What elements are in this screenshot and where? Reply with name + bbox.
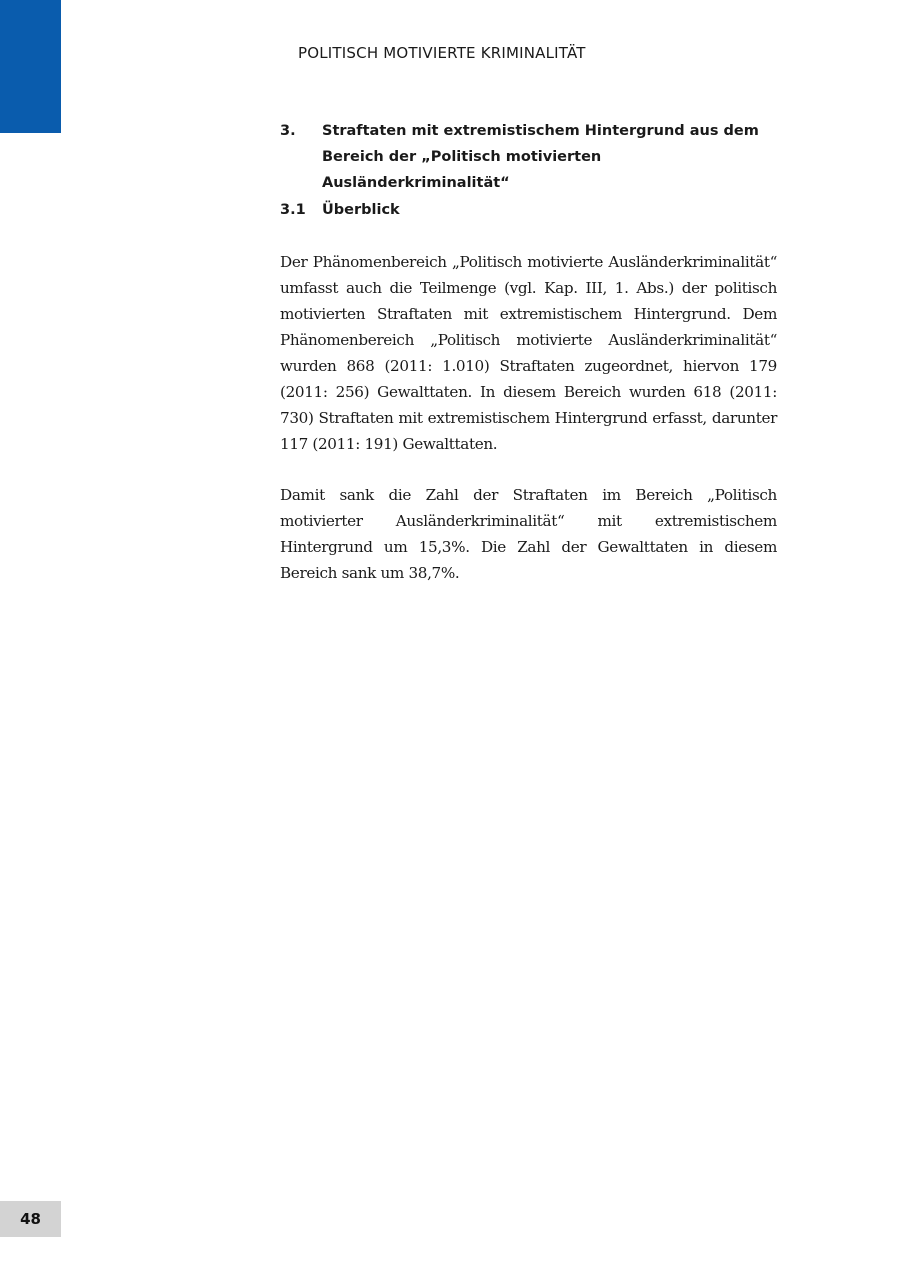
section-title: Straftaten mit extremistischem Hintergrund aus dem Bereich der „Politisch motivierten Ausländerkriminalität“ — [322, 123, 759, 191]
page-number: 48 — [0, 1201, 61, 1237]
body-paragraph: Damit sank die Zahl der Straftaten im Bereich „Politisch motivierter Ausländerkriminalität“ mit extremistischem Hintergrund um 15,3%. Die Zahl der Gewalttaten in diesem Bereich sank um 38,7%. — [280, 486, 777, 582]
chapter-color-tab — [0, 0, 61, 133]
subsection-title: Überblick — [322, 202, 400, 218]
body-paragraph: Der Phänomenbereich „Politisch motivierte Ausländerkriminalität“ umfasst auch die Teilmenge (vgl. Kap. III, 1. Abs.) der politisch motivierten Straftaten mit extremistischem Hintergrund. Dem Phänomenbereich „Politisch motivierte Ausländerkriminalität“ wurden 868 (2011: 1.010) Straftaten zugeordnet, hiervon 179 (2011: 256) Gewalttaten. In diesem Bereich wurden 618 (2011: 730) Straftaten mit extremistischem Hintergrund erfasst, darunter 117 (2011: 191) Gewalttaten. — [280, 253, 777, 453]
subsection-number: 3.1 — [280, 202, 306, 218]
running-header: POLITISCH MOTIVIERTE KRIMINALITÄT — [298, 44, 586, 62]
section-number: 3. — [280, 123, 296, 139]
